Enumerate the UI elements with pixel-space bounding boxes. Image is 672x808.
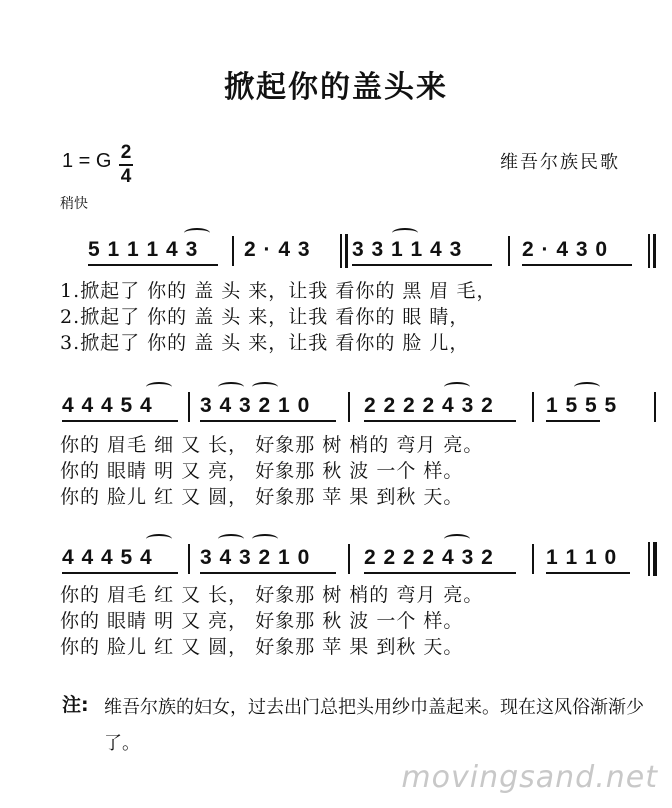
lyric-verse-2: 你的 眼睛 明 又 亮， 好象那 秋 波 一个 样。 xyxy=(60,460,464,482)
lyric-verse-2: 你的 眼睛 明 又 亮， 好象那 秋 波 一个 样。 xyxy=(60,610,464,632)
final-barline xyxy=(648,542,650,576)
lyric-verse-1: 1.掀起了 你的 盖 头 来，让我 看你的 黑 眉 毛， xyxy=(60,280,497,302)
beam xyxy=(364,420,516,422)
beam xyxy=(62,572,178,574)
slur xyxy=(252,382,278,392)
slur xyxy=(444,534,470,544)
note-text: 维吾尔族的妇女，过去出门总把头用纱巾盖起来。现在这风俗渐渐少了。 xyxy=(104,697,644,754)
beam xyxy=(88,264,218,266)
beam xyxy=(62,420,178,422)
lyric-verse-3: 你的 脸儿 红 又 圆， 好象那 苹 果 到秋 天。 xyxy=(60,486,464,508)
slur xyxy=(218,534,244,544)
barline xyxy=(188,544,190,574)
measure-1-3: 3 3 1 1 4 3 xyxy=(352,238,463,261)
slur xyxy=(444,382,470,392)
measure-1-4: 2 · 4 3 0 xyxy=(522,238,609,261)
beam xyxy=(352,264,492,266)
barline xyxy=(188,392,190,422)
barline xyxy=(654,392,656,422)
slur xyxy=(392,228,418,238)
beam xyxy=(522,264,632,266)
measure-3-2: 3 4 3 2 1 0 xyxy=(200,546,311,569)
repeat-end-barline xyxy=(653,234,656,268)
final-barline xyxy=(653,542,657,576)
measure-3-3: 2 2 2 2 4 3 2 xyxy=(364,546,494,569)
time-signature-bottom: 4 xyxy=(120,166,132,187)
key-signature: 1 = G xyxy=(62,150,112,172)
time-signature xyxy=(118,142,134,188)
slur xyxy=(252,534,278,544)
barline xyxy=(532,392,534,422)
time-signature-top: 2 xyxy=(120,142,132,163)
beam xyxy=(364,572,516,574)
lyric-verse-2: 2.掀起了 你的 盖 头 来，让我 看你的 眼 睛， xyxy=(60,306,470,328)
beam xyxy=(546,420,600,422)
note-label: 注: xyxy=(62,694,89,716)
song-title: 掀起你的盖头来 xyxy=(224,70,448,105)
barline xyxy=(508,236,510,266)
beam xyxy=(200,572,336,574)
watermark: movingsand.net xyxy=(401,760,658,795)
measure-1-2: 2 · 4 3 xyxy=(244,238,311,261)
lyric-verse-3: 你的 脸儿 红 又 圆， 好象那 苹 果 到秋 天。 xyxy=(60,636,464,658)
repeat-end-barline xyxy=(648,234,650,268)
slur xyxy=(218,382,244,392)
lyric-verse-3: 3.掀起了 你的 盖 头 来，让我 看你的 脸 儿， xyxy=(60,332,470,354)
slur xyxy=(146,382,172,392)
beam xyxy=(200,420,336,422)
beam xyxy=(546,572,630,574)
barline xyxy=(348,392,350,422)
barline xyxy=(532,544,534,574)
repeat-barline xyxy=(340,234,342,268)
measure-2-3: 2 2 2 2 4 3 2 xyxy=(364,394,494,417)
barline xyxy=(348,544,350,574)
lyric-verse-1: 你的 眉毛 红 又 长， 好象那 树 梢的 弯月 亮。 xyxy=(60,584,484,606)
slur xyxy=(146,534,172,544)
lyric-verse-1: 你的 眉毛 细 又 长， 好象那 树 梢的 弯月 亮。 xyxy=(60,434,484,456)
measure-3-4: 1 1 1 0 xyxy=(546,546,618,569)
song-source: 维吾尔族民歌 xyxy=(500,152,620,173)
repeat-barline xyxy=(345,234,348,268)
slur xyxy=(184,228,210,238)
measure-3-1: 4 4 4 5 4 xyxy=(62,546,153,569)
barline xyxy=(232,236,234,266)
slur xyxy=(574,382,600,392)
measure-2-4: 1 5 5 5 xyxy=(546,394,618,417)
measure-2-2: 3 4 3 2 1 0 xyxy=(200,394,311,417)
measure-1-1: 5 1 1 1 4 3 xyxy=(88,238,199,261)
measure-2-1: 4 4 4 5 4 xyxy=(62,394,153,417)
tempo-marking: 稍快 xyxy=(60,196,88,212)
